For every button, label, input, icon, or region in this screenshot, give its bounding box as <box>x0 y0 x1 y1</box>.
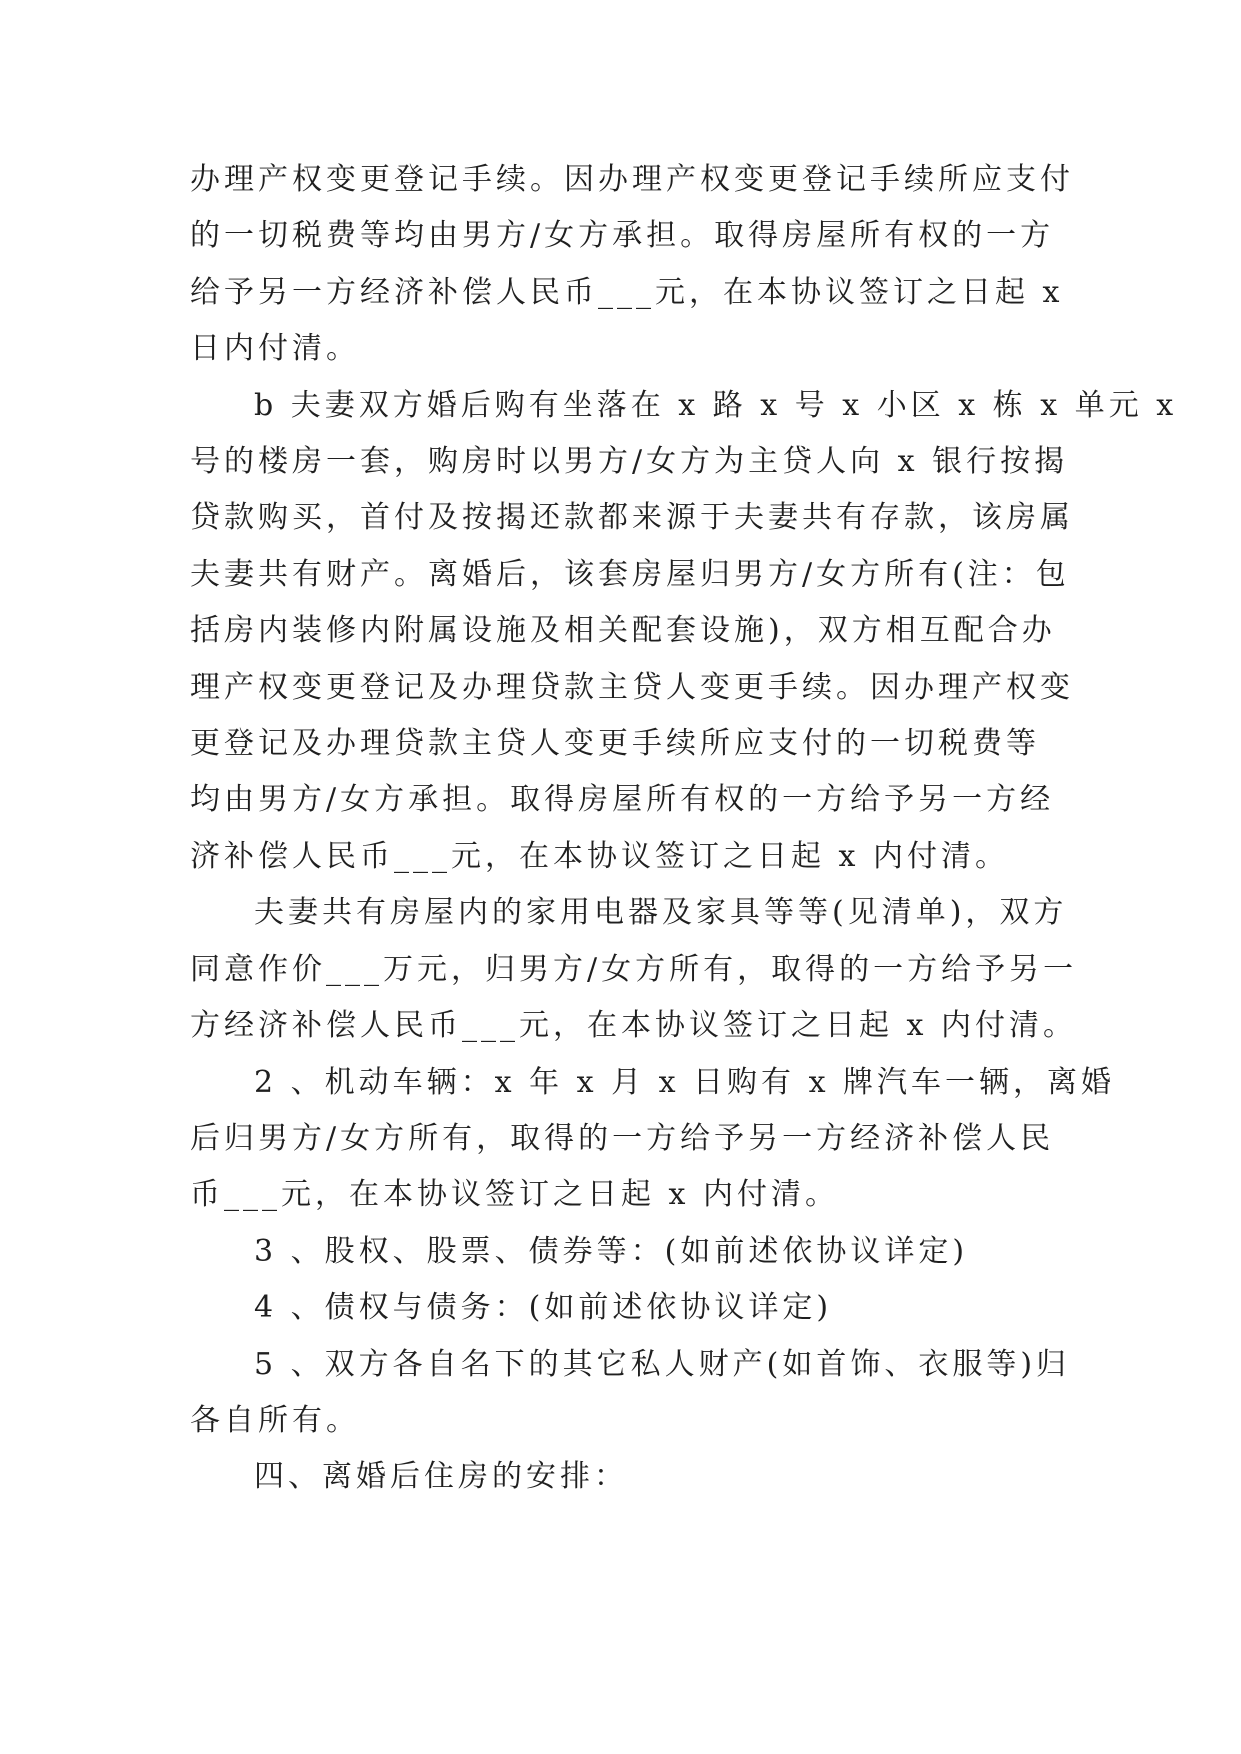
paragraph <box>190 1055 1116 1224</box>
text-line: 2 、机动车辆：x 年 x 月 x 日购有 x 牌汽车一辆，离婚 <box>254 1064 1116 1100</box>
paragraph <box>190 1280 1050 1336</box>
text-line: 四、离婚后住房的安排： <box>254 1459 628 1495</box>
text-line: 5 、双方各自名下的其它私人财产(如首饰、衣服等)归 <box>254 1346 1071 1382</box>
paragraph <box>190 378 1178 886</box>
paragraph <box>190 152 1074 378</box>
text-line: 4 、债权与债务：(如前述依协议详定) <box>254 1290 833 1326</box>
document-body <box>190 152 1178 1506</box>
text-line: 办理产权变更登记手续。因办理产权变更登记手续所应支付 <box>190 162 1074 197</box>
text-line: 理产权变更登记及办理贷款主贷人变更手续。因办理产权变 <box>190 669 1074 705</box>
text-line: 日内付清。 <box>190 331 360 367</box>
text-line: 同意作价___万元，归男方/女方所有，取得的一方给予另一 <box>190 951 1078 987</box>
text-line: 号的楼房一套，购房时以男方/女方为主贷人向 x 银行按揭 <box>190 444 1069 480</box>
text-line: 均由男方/女方承担。取得房屋所有权的一方给予另一方经 <box>190 782 1055 818</box>
text-line: 更登记及办理贷款主贷人变更手续所应支付的一切税费等 <box>190 726 1040 762</box>
text-line: 各自所有。 <box>190 1402 360 1438</box>
text-line: 济补偿人民币___元，在本协议签订之日起 x 内付清。 <box>190 838 1009 874</box>
text-line: 的一切税费等均由男方/女方承担。取得房屋所有权的一方 <box>190 218 1055 254</box>
text-line: 贷款购买，首付及按揭还款都来源于夫妻共有存款，该房属 <box>190 500 1074 536</box>
text-line: 夫妻共有财产。离婚后，该套房屋归男方/女方所有(注：包 <box>190 556 1070 592</box>
text-line: b 夫妻双方婚后购有坐落在 x 路 x 号 x 小区 x 栋 x 单元 x <box>254 387 1178 423</box>
paragraph <box>190 1449 1050 1505</box>
text-line: 后归男方/女方所有，取得的一方给予另一方经济补偿人民 <box>190 1120 1055 1156</box>
text-line: 方经济补偿人民币___元，在本协议签订之日起 x 内付清。 <box>190 1008 1077 1044</box>
text-line: 币___元，在本协议签订之日起 x 内付清。 <box>190 1177 839 1213</box>
paragraph <box>190 1337 1071 1450</box>
text-line: 3 、股权、股票、债券等：(如前述依协议详定) <box>254 1233 969 1269</box>
paragraph <box>190 885 1078 1054</box>
text-line: 夫妻共有房屋内的家用电器及家具等等(见清单)，双方 <box>254 895 1068 931</box>
text-line: 给予另一方经济补偿人民币___元，在本协议签订之日起 x <box>190 274 1064 310</box>
paragraph <box>190 1224 1050 1280</box>
text-line: 括房内装修内附属设施及相关配套设施)，双方相互配合办 <box>190 613 1056 649</box>
